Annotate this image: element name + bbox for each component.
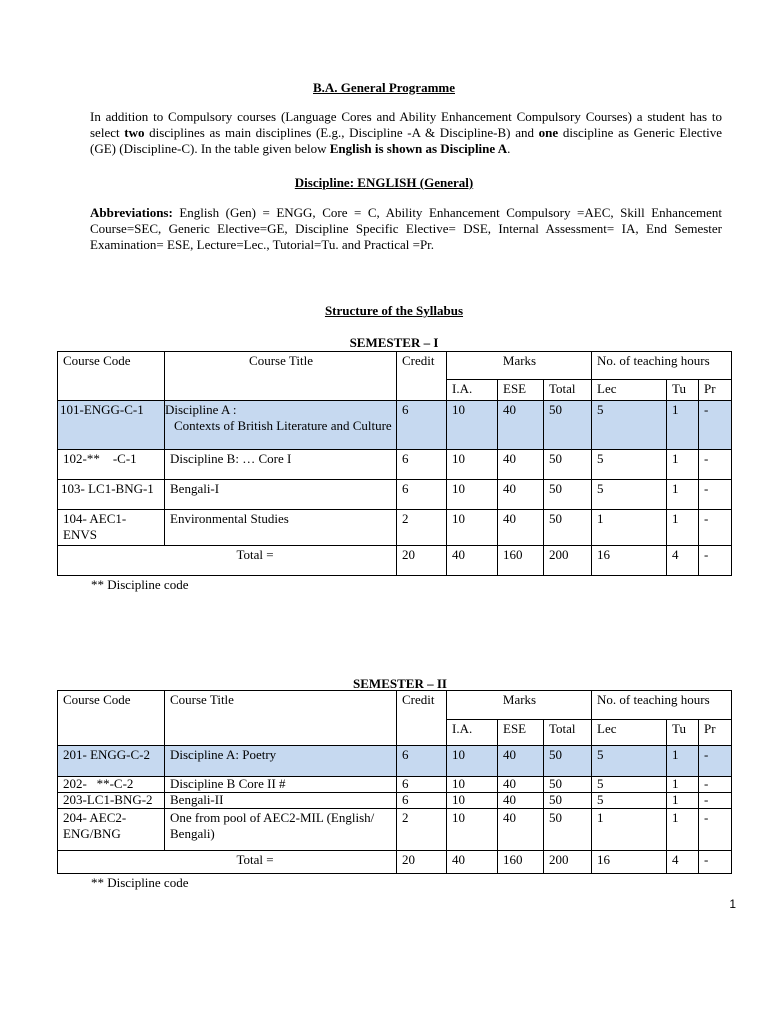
ese-cell: 40 bbox=[498, 777, 544, 793]
semester-2-table bbox=[57, 690, 732, 874]
intro-bold-two: two bbox=[124, 125, 145, 140]
course-title: Discipline B: … Core I bbox=[165, 450, 397, 480]
intro-text: In addition to Compulsory courses (Language Cores and Ability Enhancement Compulsory Courses) a student has to select bbox=[90, 109, 722, 140]
course-title: Bengali-I bbox=[165, 480, 397, 510]
semester-2-title: SEMESTER – II bbox=[353, 676, 447, 691]
lec-cell: 5 bbox=[592, 777, 667, 793]
ese-cell: 40 bbox=[498, 746, 544, 777]
header-ia: I.A. bbox=[447, 720, 498, 746]
course-title: Discipline A: Poetry bbox=[165, 746, 397, 777]
header-credit: Credit bbox=[397, 691, 447, 746]
tu-cell: 1 bbox=[667, 793, 699, 809]
abbreviations-text: English (Gen) = ENGG, Core = C, Ability Enhancement Compulsory =AEC, Skill Enhancement Course=SEC, Generic Elective=GE, Discipline Specific Elective= DSE, Internal Assessment= IA, End Semester Examination= ESE, Lecture=Lec., Tutorial=Tu. and Practical =Pr. bbox=[90, 205, 722, 252]
discipline-heading: Discipline: ENGLISH (General) bbox=[294, 175, 474, 190]
total-cell: 50 bbox=[544, 809, 592, 851]
pr-cell: - bbox=[699, 809, 732, 851]
credit-cell: 6 bbox=[397, 480, 447, 510]
header-tu: Tu bbox=[667, 380, 699, 401]
pr-cell: - bbox=[699, 480, 732, 510]
credit-cell: 2 bbox=[397, 809, 447, 851]
total-cell: 200 bbox=[544, 546, 592, 576]
ese-cell: 40 bbox=[498, 809, 544, 851]
course-code: 204- AEC2-ENG/BNG bbox=[58, 809, 165, 851]
header-total: Total bbox=[544, 720, 592, 746]
credit-cell: 6 bbox=[397, 746, 447, 777]
pr-cell: - bbox=[699, 777, 732, 793]
abbreviations-paragraph bbox=[90, 205, 722, 253]
intro-paragraph bbox=[90, 109, 722, 157]
total-row bbox=[58, 546, 732, 576]
header-marks: Marks bbox=[447, 691, 592, 720]
table-header-row bbox=[58, 691, 732, 720]
intro-text: discipline as Generic Elective (GE) (Discipline-C). In the table given below bbox=[90, 125, 722, 156]
header-ese: ESE bbox=[498, 720, 544, 746]
ese-cell: 40 bbox=[498, 450, 544, 480]
course-code: 201- ENGG-C-2 bbox=[58, 746, 165, 777]
course-code: 102-** -C-1 bbox=[58, 450, 165, 480]
course-code: 203-LC1-BNG-2 bbox=[58, 793, 165, 809]
table-row bbox=[58, 401, 732, 450]
ia-cell: 10 bbox=[447, 480, 498, 510]
header-pr: Pr bbox=[699, 720, 732, 746]
ia-cell: 10 bbox=[447, 510, 498, 546]
ia-cell: 10 bbox=[447, 809, 498, 851]
total-label: Total = bbox=[58, 851, 397, 874]
header-total: Total bbox=[544, 380, 592, 401]
course-code: 104- AEC1-ENVS bbox=[58, 510, 165, 546]
header-ese: ESE bbox=[498, 380, 544, 401]
pr-cell: - bbox=[699, 851, 732, 874]
page-number: 1 bbox=[729, 897, 736, 911]
tu-cell: 1 bbox=[667, 480, 699, 510]
semester-1-table bbox=[57, 351, 732, 576]
pr-cell: - bbox=[699, 401, 732, 450]
ese-cell: 40 bbox=[498, 480, 544, 510]
header-pr: Pr bbox=[699, 380, 732, 401]
intro-bold-discipline-a: English is shown as Discipline A bbox=[329, 141, 508, 156]
tu-cell: 1 bbox=[667, 809, 699, 851]
total-cell: 50 bbox=[544, 480, 592, 510]
total-cell: 50 bbox=[544, 777, 592, 793]
course-title bbox=[165, 401, 397, 450]
tu-cell: 1 bbox=[667, 401, 699, 450]
course-title-line: Discipline A : bbox=[165, 402, 237, 417]
structure-heading: Structure of the Syllabus bbox=[324, 303, 464, 318]
pr-cell: - bbox=[699, 746, 732, 777]
lec-cell: 5 bbox=[592, 793, 667, 809]
credit-cell: 2 bbox=[397, 510, 447, 546]
total-cell: 50 bbox=[544, 746, 592, 777]
ia-cell: 10 bbox=[447, 746, 498, 777]
ia-cell: 40 bbox=[447, 851, 498, 874]
ia-cell: 10 bbox=[447, 401, 498, 450]
course-code: 101-ENGG-C-1 bbox=[58, 401, 165, 450]
table-row bbox=[58, 510, 732, 546]
header-ia: I.A. bbox=[447, 380, 498, 401]
ia-cell: 10 bbox=[447, 777, 498, 793]
header-hours: No. of teaching hours bbox=[592, 691, 732, 720]
total-cell: 50 bbox=[544, 450, 592, 480]
course-code: 202- **-C-2 bbox=[58, 777, 165, 793]
header-tu: Tu bbox=[667, 720, 699, 746]
credit-cell: 20 bbox=[397, 546, 447, 576]
lec-cell: 1 bbox=[592, 510, 667, 546]
tu-cell: 1 bbox=[667, 450, 699, 480]
ese-cell: 40 bbox=[498, 510, 544, 546]
intro-bold-one: one bbox=[538, 125, 559, 140]
table-row bbox=[58, 777, 732, 793]
header-hours: No. of teaching hours bbox=[592, 352, 732, 380]
pr-cell: - bbox=[699, 793, 732, 809]
header-course-code: Course Code bbox=[58, 691, 165, 746]
course-title: One from pool of AEC2-MIL (English/ Bengali) bbox=[165, 809, 397, 851]
lec-cell: 5 bbox=[592, 480, 667, 510]
lec-cell: 5 bbox=[592, 401, 667, 450]
ese-cell: 160 bbox=[498, 851, 544, 874]
course-title: Discipline B Core II # bbox=[165, 777, 397, 793]
total-cell: 200 bbox=[544, 851, 592, 874]
table-row bbox=[58, 809, 732, 851]
course-code: 103- LC1-BNG-1 bbox=[58, 480, 165, 510]
abbreviations-label: Abbreviations: bbox=[90, 205, 173, 220]
lec-cell: 5 bbox=[592, 746, 667, 777]
tu-cell: 1 bbox=[667, 510, 699, 546]
lec-cell: 16 bbox=[592, 851, 667, 874]
ia-cell: 40 bbox=[447, 546, 498, 576]
course-title: Bengali-II bbox=[165, 793, 397, 809]
intro-text: disciplines as main disciplines (E.g., Discipline -A & Discipline-B) and bbox=[144, 125, 539, 140]
total-cell: 50 bbox=[544, 401, 592, 450]
discipline-code-note: ** Discipline code bbox=[91, 577, 189, 592]
pr-cell: - bbox=[699, 546, 732, 576]
header-course-code: Course Code bbox=[58, 352, 165, 401]
ese-cell: 160 bbox=[498, 546, 544, 576]
ese-cell: 40 bbox=[498, 793, 544, 809]
header-marks: Marks bbox=[447, 352, 592, 380]
semester-1-title: SEMESTER – I bbox=[349, 335, 439, 350]
header-credit: Credit bbox=[397, 352, 447, 401]
ese-cell: 40 bbox=[498, 401, 544, 450]
lec-cell: 16 bbox=[592, 546, 667, 576]
lec-cell: 1 bbox=[592, 809, 667, 851]
lec-cell: 5 bbox=[592, 450, 667, 480]
table-row bbox=[58, 793, 732, 809]
credit-cell: 6 bbox=[397, 450, 447, 480]
intro-text: . bbox=[507, 141, 511, 156]
pr-cell: - bbox=[699, 510, 732, 546]
course-title: Environmental Studies bbox=[165, 510, 397, 546]
table-row bbox=[58, 746, 732, 777]
tu-cell: 4 bbox=[667, 851, 699, 874]
ia-cell: 10 bbox=[447, 450, 498, 480]
header-course-title: Course Title bbox=[165, 691, 397, 746]
tu-cell: 1 bbox=[667, 746, 699, 777]
total-label: Total = bbox=[58, 546, 397, 576]
total-row bbox=[58, 851, 732, 874]
total-cell: 50 bbox=[544, 793, 592, 809]
credit-cell: 6 bbox=[397, 793, 447, 809]
tu-cell: 1 bbox=[667, 777, 699, 793]
ia-cell: 10 bbox=[447, 793, 498, 809]
header-course-title: Course Title bbox=[165, 352, 397, 401]
credit-cell: 6 bbox=[397, 401, 447, 450]
credit-cell: 6 bbox=[397, 777, 447, 793]
course-title-line: Contexts of British Literature and Culture bbox=[174, 418, 392, 433]
header-lec: Lec bbox=[592, 720, 667, 746]
tu-cell: 4 bbox=[667, 546, 699, 576]
table-row bbox=[58, 480, 732, 510]
credit-cell: 20 bbox=[397, 851, 447, 874]
discipline-code-note: ** Discipline code bbox=[91, 875, 189, 890]
header-lec: Lec bbox=[592, 380, 667, 401]
page-heading: B.A. General Programme bbox=[313, 80, 455, 95]
total-cell: 50 bbox=[544, 510, 592, 546]
table-row bbox=[58, 450, 732, 480]
table-header-row bbox=[58, 352, 732, 380]
pr-cell: - bbox=[699, 450, 732, 480]
